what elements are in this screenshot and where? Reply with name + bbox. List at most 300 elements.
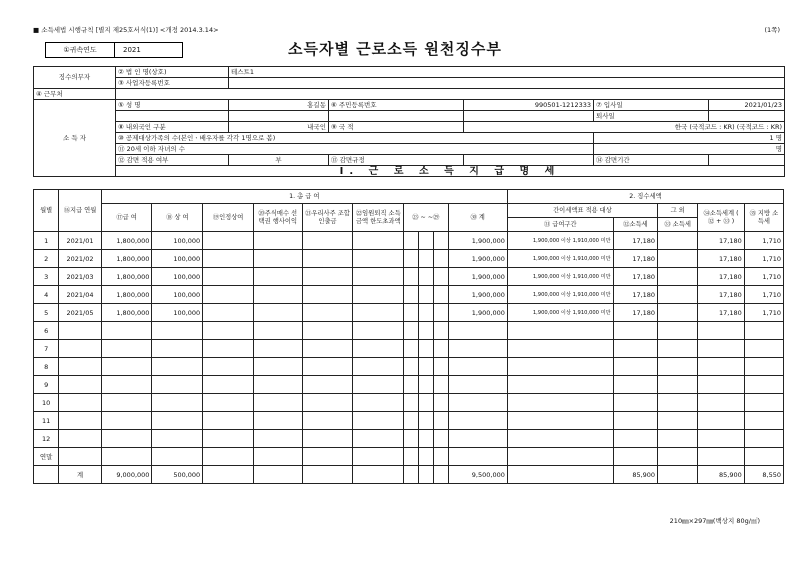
- cell-blank-c[interactable]: [433, 322, 448, 340]
- page-number: (1쪽): [764, 26, 780, 34]
- dependents-value[interactable]: 1 명: [594, 133, 785, 144]
- cell-income-tax[interactable]: [613, 376, 657, 394]
- cell-income-tax-sum[interactable]: [698, 412, 745, 430]
- col-month: 월별: [34, 190, 59, 232]
- page-title: 소득자별 근로소득 원천징수부: [288, 40, 502, 58]
- dependents-label: ⑩ 공제대상가족의 수(본인ㆍ배우자를 각각 1명으로 봄): [116, 133, 594, 144]
- cell-income-tax-other[interactable]: [658, 430, 698, 448]
- cell-total[interactable]: [448, 412, 507, 430]
- table-row: [34, 322, 784, 340]
- workplace-label: ④ 근무처: [34, 89, 116, 100]
- cell-payday: 2021/03: [59, 268, 101, 286]
- cell-blank-a[interactable]: [404, 376, 419, 394]
- cell-salary[interactable]: [101, 412, 152, 430]
- col-income-tax: ㉜소득세: [613, 218, 657, 232]
- cell-blank-c[interactable]: [433, 412, 448, 430]
- table-row: [34, 448, 784, 466]
- cell-income-tax[interactable]: 17,180: [613, 250, 657, 268]
- reduction-value[interactable]: 부: [229, 155, 329, 166]
- cell-income-tax[interactable]: 17,180: [613, 268, 657, 286]
- rule-value[interactable]: [464, 155, 594, 166]
- cell-income-tax-sum[interactable]: [698, 322, 745, 340]
- cell-exec-retire[interactable]: [353, 412, 404, 430]
- cell-income-tax-other[interactable]: [658, 394, 698, 412]
- cell-bonus[interactable]: 100,000: [152, 286, 203, 304]
- cell-local-tax[interactable]: 1,710: [744, 286, 783, 304]
- cell-bonus[interactable]: 100,000: [152, 250, 203, 268]
- period-label: ⑭ 감면기간: [594, 155, 709, 166]
- cell-income-tax[interactable]: 17,180: [613, 232, 657, 250]
- total-local-tax: 8,550: [744, 466, 783, 484]
- cell-approved-bonus[interactable]: [203, 430, 254, 448]
- cell-blank-c[interactable]: [433, 358, 448, 376]
- cell-stock-option[interactable]: [253, 412, 302, 430]
- cell-esop[interactable]: [302, 250, 353, 268]
- col-simple-table: 간이세액표 적용 대상: [507, 204, 657, 218]
- cell-payday: [59, 376, 101, 394]
- cell-approved-bonus[interactable]: [203, 340, 254, 358]
- cell-blank-a[interactable]: [404, 358, 419, 376]
- cell-blank-c[interactable]: [433, 232, 448, 250]
- nation-label: ⑨ 국 적: [329, 122, 464, 133]
- table-row: [34, 268, 784, 286]
- cell-month: 12: [34, 430, 59, 448]
- cell-blank-c[interactable]: [433, 340, 448, 358]
- cell-payday: 2021/01: [59, 232, 101, 250]
- cell-blank-a[interactable]: [404, 430, 419, 448]
- cell-salary[interactable]: 1,800,000: [101, 268, 152, 286]
- col-blank-range: ㉓ ~ ~㉙: [404, 204, 448, 232]
- cell-approved-bonus[interactable]: [203, 412, 254, 430]
- cell-blank-c[interactable]: [433, 394, 448, 412]
- cell-total[interactable]: 1,900,000: [448, 286, 507, 304]
- cell-stock-option[interactable]: [253, 430, 302, 448]
- bizno-label: ③ 사업자등록번호: [116, 78, 229, 89]
- cell-payday: [59, 340, 101, 358]
- cell-income-tax-other[interactable]: [658, 232, 698, 250]
- reduction-label: ⑫ 감면 적용 여부: [116, 155, 229, 166]
- rrn-label: ⑥ 주민등록번호: [329, 100, 464, 111]
- cell-blank-c[interactable]: [433, 268, 448, 286]
- cell-month: 6: [34, 322, 59, 340]
- cell-exec-retire[interactable]: [353, 250, 404, 268]
- table-row: [34, 232, 784, 250]
- cell-total[interactable]: 1,900,000: [448, 232, 507, 250]
- cell-payday: [59, 430, 101, 448]
- cell-total[interactable]: 1,900,000: [448, 304, 507, 322]
- cell-stock-option[interactable]: [253, 376, 302, 394]
- cell-blank-b[interactable]: [418, 304, 433, 322]
- corp-name-value[interactable]: 테스트1: [229, 67, 785, 78]
- cell-income-tax[interactable]: [613, 358, 657, 376]
- cell-esop[interactable]: [302, 304, 353, 322]
- retire-value[interactable]: [709, 111, 785, 122]
- cell-salary[interactable]: 1,800,000: [101, 304, 152, 322]
- children-value[interactable]: 명: [594, 144, 785, 155]
- cell-stock-option[interactable]: [253, 286, 302, 304]
- cell-pay-range[interactable]: [507, 322, 613, 340]
- cell-esop[interactable]: [302, 376, 353, 394]
- attribution-year-box: [45, 42, 183, 58]
- cell-esop[interactable]: [302, 340, 353, 358]
- cell-blank-b[interactable]: [418, 340, 433, 358]
- cell-month: 10: [34, 394, 59, 412]
- cell-approved-bonus[interactable]: [203, 394, 254, 412]
- cell-pay-range[interactable]: 1,900,000 이상 1,910,000 미만: [507, 250, 613, 268]
- cell-blank-c[interactable]: [433, 304, 448, 322]
- cell-total[interactable]: 1,900,000: [448, 268, 507, 286]
- cell-stock-option[interactable]: [253, 340, 302, 358]
- cell-payday: [59, 394, 101, 412]
- cell-total[interactable]: [448, 358, 507, 376]
- cell-salary[interactable]: 1,800,000: [101, 232, 152, 250]
- cell-esop[interactable]: [302, 430, 353, 448]
- cell-income-tax-sum[interactable]: 17,180: [698, 268, 745, 286]
- col-esop: ㉑우리사주 조합인출금: [302, 204, 353, 232]
- total-income-tax-sum: 85,900: [698, 466, 745, 484]
- cell-month: 5: [34, 304, 59, 322]
- cell-month: 9: [34, 376, 59, 394]
- totals-row: [34, 466, 784, 484]
- cell-blank-b[interactable]: [418, 286, 433, 304]
- workplace-value[interactable]: [116, 89, 785, 100]
- info-table: [33, 66, 785, 177]
- cell-income-tax-sum[interactable]: [698, 394, 745, 412]
- col-group-pay: 1. 총 급 여: [101, 190, 507, 204]
- cell-bonus[interactable]: [152, 394, 203, 412]
- cell-exec-retire[interactable]: [353, 322, 404, 340]
- cell-blank-c[interactable]: [433, 250, 448, 268]
- cell-income-tax[interactable]: [613, 448, 657, 466]
- cell-payday: 2021/05: [59, 304, 101, 322]
- cell-month: 7: [34, 340, 59, 358]
- cell-income-tax-other[interactable]: [658, 250, 698, 268]
- cell-local-tax[interactable]: [744, 322, 783, 340]
- cell-stock-option[interactable]: [253, 448, 302, 466]
- cell-blank-c[interactable]: [433, 286, 448, 304]
- col-exec-retire: ㉒임원퇴직 소득금액 한도초과액: [353, 204, 404, 232]
- section-title: Ⅰ. 근 로 소 득 지 급 명 세: [116, 166, 785, 177]
- col-income-tax-other: ㉝ 소득세: [658, 218, 698, 232]
- cell-bonus[interactable]: [152, 412, 203, 430]
- cell-local-tax[interactable]: [744, 340, 783, 358]
- cell-month: 8: [34, 358, 59, 376]
- cell-income-tax-other[interactable]: [658, 376, 698, 394]
- col-other: 그 외: [658, 204, 698, 218]
- cell-blank-a[interactable]: [404, 250, 419, 268]
- cell-blank-a[interactable]: [404, 340, 419, 358]
- cell-pay-range[interactable]: 1,900,000 이상 1,910,000 미만: [507, 268, 613, 286]
- nation-value[interactable]: 한국 (국적코드 : KR) (국적코드 : KR): [464, 122, 785, 133]
- col-group-tax: 2. 징수세액: [507, 190, 783, 204]
- payment-table: [33, 189, 784, 484]
- name-label: ⑤ 성 명: [116, 100, 229, 111]
- cell-income-tax[interactable]: [613, 394, 657, 412]
- cell-month: 3: [34, 268, 59, 286]
- cell-pay-range[interactable]: [507, 412, 613, 430]
- cell-income-tax-sum[interactable]: [698, 358, 745, 376]
- cell-income-tax-other[interactable]: [658, 448, 698, 466]
- cell-bonus[interactable]: [152, 448, 203, 466]
- cell-esop[interactable]: [302, 448, 353, 466]
- cell-approved-bonus[interactable]: [203, 286, 254, 304]
- cell-pay-range[interactable]: 1,900,000 이상 1,910,000 미만: [507, 304, 613, 322]
- cell-pay-range[interactable]: 1,900,000 이상 1,910,000 미만: [507, 286, 613, 304]
- cell-blank-b[interactable]: [418, 250, 433, 268]
- col-local-tax: ㉟ 지방 소득세: [744, 204, 783, 232]
- cell-approved-bonus[interactable]: [203, 448, 254, 466]
- bizno-value[interactable]: [229, 78, 785, 89]
- cell-income-tax[interactable]: [613, 412, 657, 430]
- name-value[interactable]: 홍길동: [229, 100, 329, 111]
- cell-blank-c[interactable]: [433, 376, 448, 394]
- cell-income-tax-other[interactable]: [658, 340, 698, 358]
- totals-label: 계: [59, 466, 101, 484]
- table-row: [34, 340, 784, 358]
- cell-esop[interactable]: [302, 286, 353, 304]
- cell-income-tax-sum[interactable]: [698, 340, 745, 358]
- cell-pay-range[interactable]: [507, 430, 613, 448]
- cell-stock-option[interactable]: [253, 268, 302, 286]
- cell-local-tax[interactable]: [744, 412, 783, 430]
- cell-income-tax-other[interactable]: [658, 412, 698, 430]
- total-bonus: 500,000: [152, 466, 203, 484]
- cell-salary[interactable]: [101, 430, 152, 448]
- cell-bonus[interactable]: 100,000: [152, 304, 203, 322]
- cell-month: 1: [34, 232, 59, 250]
- cell-income-tax-sum[interactable]: 17,180: [698, 250, 745, 268]
- total-salary: 9,000,000: [101, 466, 152, 484]
- cell-salary[interactable]: [101, 394, 152, 412]
- cell-income-tax[interactable]: [613, 322, 657, 340]
- cell-esop[interactable]: [302, 358, 353, 376]
- cell-blank-b[interactable]: [418, 268, 433, 286]
- col-salary: ⑰급 여: [101, 204, 152, 232]
- cell-blank-b[interactable]: [418, 322, 433, 340]
- cell-salary[interactable]: 1,800,000: [101, 250, 152, 268]
- cell-blank-a[interactable]: [404, 412, 419, 430]
- cell-salary[interactable]: [101, 448, 152, 466]
- cell-total[interactable]: [448, 340, 507, 358]
- cell-approved-bonus[interactable]: [203, 250, 254, 268]
- cell-income-tax-other[interactable]: [658, 322, 698, 340]
- cell-income-tax-sum[interactable]: [698, 430, 745, 448]
- cell-local-tax[interactable]: [744, 448, 783, 466]
- resident-value[interactable]: 내국인: [229, 122, 329, 133]
- cell-blank-b[interactable]: [418, 232, 433, 250]
- cell-pay-range[interactable]: [507, 394, 613, 412]
- cell-blank-a[interactable]: [404, 322, 419, 340]
- cell-income-tax-other[interactable]: [658, 358, 698, 376]
- cell-pay-range[interactable]: [507, 358, 613, 376]
- table-row: [34, 250, 784, 268]
- cell-total[interactable]: [448, 376, 507, 394]
- year-value[interactable]: 2021: [123, 46, 141, 54]
- table-row: [34, 430, 784, 448]
- cell-salary[interactable]: [101, 322, 152, 340]
- cell-stock-option[interactable]: [253, 322, 302, 340]
- cell-exec-retire[interactable]: [353, 304, 404, 322]
- cell-blank-c[interactable]: [433, 430, 448, 448]
- col-pay-range: ㉛ 급여구간: [507, 218, 613, 232]
- cell-exec-retire[interactable]: [353, 358, 404, 376]
- cell-income-tax-sum[interactable]: [698, 376, 745, 394]
- rule-label: ⑬ 감면규정: [329, 155, 464, 166]
- cell-local-tax[interactable]: 1,710: [744, 250, 783, 268]
- cell-blank-a[interactable]: [404, 448, 419, 466]
- cell-pay-range[interactable]: [507, 376, 613, 394]
- cell-total[interactable]: [448, 394, 507, 412]
- cell-exec-retire[interactable]: [353, 376, 404, 394]
- cell-exec-retire[interactable]: [353, 286, 404, 304]
- cell-approved-bonus[interactable]: [203, 268, 254, 286]
- cell-blank-b[interactable]: [418, 358, 433, 376]
- cell-esop[interactable]: [302, 394, 353, 412]
- year-label: ①귀속연도: [46, 43, 115, 57]
- table-row: [34, 376, 784, 394]
- cell-blank-b[interactable]: [418, 430, 433, 448]
- cell-salary[interactable]: [101, 340, 152, 358]
- table-row: [34, 394, 784, 412]
- cell-stock-option[interactable]: [253, 358, 302, 376]
- cell-income-tax[interactable]: 17,180: [613, 304, 657, 322]
- cell-salary[interactable]: [101, 376, 152, 394]
- cell-exec-retire[interactable]: [353, 340, 404, 358]
- cell-exec-retire[interactable]: [353, 448, 404, 466]
- cell-income-tax-other[interactable]: [658, 286, 698, 304]
- cell-total[interactable]: [448, 448, 507, 466]
- cell-income-tax[interactable]: 17,180: [613, 286, 657, 304]
- cell-exec-retire[interactable]: [353, 268, 404, 286]
- cell-income-tax-sum[interactable]: 17,180: [698, 232, 745, 250]
- rrn-value[interactable]: 990501-1212333: [464, 100, 594, 111]
- cell-bonus[interactable]: [152, 358, 203, 376]
- table-row: [34, 286, 784, 304]
- cell-blank-a[interactable]: [404, 268, 419, 286]
- cell-pay-range[interactable]: 1,900,000 이상 1,910,000 미만: [507, 232, 613, 250]
- cell-income-tax-sum[interactable]: 17,180: [698, 286, 745, 304]
- cell-blank-c[interactable]: [433, 448, 448, 466]
- retire-label: 퇴사일: [594, 111, 709, 122]
- cell-stock-option[interactable]: [253, 394, 302, 412]
- cell-payday: [59, 412, 101, 430]
- cell-exec-retire[interactable]: [353, 430, 404, 448]
- cell-payday: 2021/02: [59, 250, 101, 268]
- cell-blank-a[interactable]: [404, 394, 419, 412]
- cell-blank-a[interactable]: [404, 304, 419, 322]
- cell-month: 2: [34, 250, 59, 268]
- total-pay: 9,500,000: [448, 466, 507, 484]
- paper-spec: 210㎜×297㎜(백상지 80g/㎡): [669, 517, 760, 525]
- cell-month: 4: [34, 286, 59, 304]
- cell-local-tax[interactable]: [744, 376, 783, 394]
- cell-income-tax-sum[interactable]: 17,180: [698, 304, 745, 322]
- cell-approved-bonus[interactable]: [203, 322, 254, 340]
- cell-month: 연말: [34, 448, 59, 466]
- cell-total[interactable]: [448, 430, 507, 448]
- cell-payday: [59, 322, 101, 340]
- cell-blank-b[interactable]: [418, 376, 433, 394]
- cell-bonus[interactable]: [152, 340, 203, 358]
- cell-total[interactable]: 1,900,000: [448, 250, 507, 268]
- cell-payday: 2021/04: [59, 286, 101, 304]
- hire-label: ⑦ 입사일: [594, 100, 709, 111]
- cell-bonus[interactable]: 100,000: [152, 268, 203, 286]
- cell-stock-option[interactable]: [253, 250, 302, 268]
- cell-local-tax[interactable]: 1,710: [744, 304, 783, 322]
- cell-income-tax[interactable]: [613, 340, 657, 358]
- cell-payday: [59, 448, 101, 466]
- cell-exec-retire[interactable]: [353, 232, 404, 250]
- earner-section: 소 득 자: [34, 100, 116, 177]
- cell-local-tax[interactable]: 1,710: [744, 232, 783, 250]
- total-income-tax: 85,900: [613, 466, 657, 484]
- col-bonus: ⑱ 상 여: [152, 204, 203, 232]
- cell-blank-a[interactable]: [404, 232, 419, 250]
- table-row: [34, 304, 784, 322]
- table-row: [34, 358, 784, 376]
- cell-exec-retire[interactable]: [353, 394, 404, 412]
- cell-income-tax[interactable]: [613, 430, 657, 448]
- withholder-section: 징수의무자: [34, 67, 116, 89]
- cell-stock-option[interactable]: [253, 232, 302, 250]
- cell-local-tax[interactable]: 1,710: [744, 268, 783, 286]
- cell-pay-range[interactable]: [507, 448, 613, 466]
- col-approved-bonus: ⑲인정상여: [203, 204, 254, 232]
- cell-local-tax[interactable]: [744, 394, 783, 412]
- col-stock-option: ⑳주식매수 선택권 행사이익: [253, 204, 302, 232]
- cell-total[interactable]: [448, 322, 507, 340]
- corp-name-label: ② 법 인 명(상호): [116, 67, 229, 78]
- cell-esop[interactable]: [302, 412, 353, 430]
- cell-blank-b[interactable]: [418, 412, 433, 430]
- cell-income-tax-other[interactable]: [658, 304, 698, 322]
- cell-blank-b[interactable]: [418, 448, 433, 466]
- cell-pay-range[interactable]: [507, 340, 613, 358]
- cell-local-tax[interactable]: [744, 430, 783, 448]
- cell-month: 11: [34, 412, 59, 430]
- cell-salary[interactable]: 1,800,000: [101, 286, 152, 304]
- cell-bonus[interactable]: 100,000: [152, 232, 203, 250]
- cell-esop[interactable]: [302, 268, 353, 286]
- cell-approved-bonus[interactable]: [203, 232, 254, 250]
- cell-local-tax[interactable]: [744, 358, 783, 376]
- cell-esop[interactable]: [302, 232, 353, 250]
- cell-blank-a[interactable]: [404, 286, 419, 304]
- cell-approved-bonus[interactable]: [203, 376, 254, 394]
- cell-income-tax-other[interactable]: [658, 268, 698, 286]
- cell-approved-bonus[interactable]: [203, 358, 254, 376]
- col-income-tax-sum: ㉞소득세계 ( ㉜ + ㉝ ): [698, 204, 745, 232]
- resident-label: ⑧ 내외국인 구분: [116, 122, 229, 133]
- cell-income-tax-sum[interactable]: [698, 448, 745, 466]
- cell-salary[interactable]: [101, 358, 152, 376]
- form-reference: ■ 소득세법 시행규칙 [별지 제25호서식(1)] <개정 2014.3.14>: [33, 26, 219, 34]
- col-payday: ⑯지급 연월: [59, 190, 101, 232]
- period-value[interactable]: [709, 155, 785, 166]
- hire-value[interactable]: 2021/01/23: [709, 100, 785, 111]
- cell-bonus[interactable]: [152, 376, 203, 394]
- cell-stock-option[interactable]: [253, 304, 302, 322]
- table-row: [34, 412, 784, 430]
- children-label: ⑪ 20세 이하 자녀의 수: [116, 144, 594, 155]
- cell-approved-bonus[interactable]: [203, 304, 254, 322]
- cell-esop[interactable]: [302, 322, 353, 340]
- cell-bonus[interactable]: [152, 430, 203, 448]
- cell-blank-b[interactable]: [418, 394, 433, 412]
- cell-bonus[interactable]: [152, 322, 203, 340]
- col-total: ㉚ 계: [448, 204, 507, 232]
